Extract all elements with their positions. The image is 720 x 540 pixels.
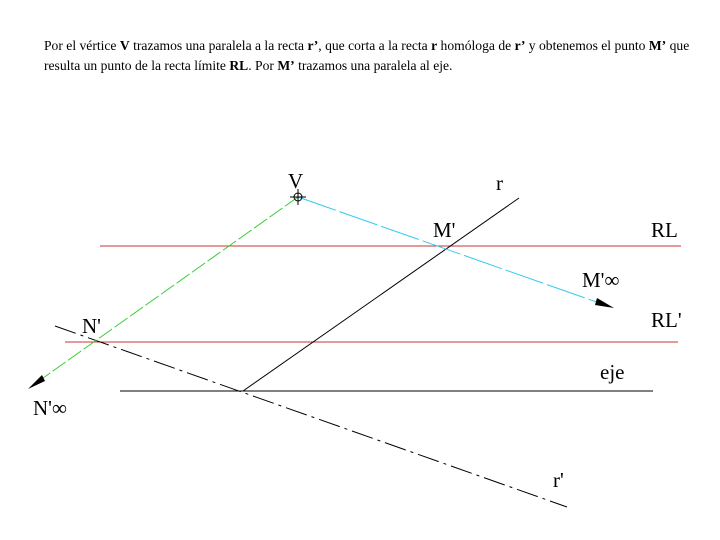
caption-bold: r’ (514, 38, 526, 53)
caption-part: Por el vértice (44, 38, 120, 53)
caption-part: que resulta un punto de la recta límite (44, 38, 690, 73)
arrow-head-N-inf (28, 375, 45, 389)
caption-bold: M’ (648, 38, 667, 53)
caption-part: homóloga de (437, 38, 515, 53)
caption-part: y obtenemos el punto (525, 38, 649, 53)
caption-bold: RL (229, 58, 249, 73)
caption-part: . Por (248, 58, 278, 73)
caption-part: , que corta a la recta (318, 38, 432, 53)
line-r-prime (55, 326, 567, 507)
line-r (243, 198, 519, 391)
caption-part: trazamos una paralela a la recta (129, 38, 308, 53)
label-M-prime-inf: M'∞ (582, 268, 620, 292)
label-eje: eje (600, 360, 625, 384)
label-V: V (288, 169, 304, 193)
caption-bold: M’ (277, 58, 295, 73)
caption-part: trazamos una paralela al eje. (294, 58, 453, 73)
caption-bold: r (431, 38, 438, 53)
label-r-prime: r' (553, 468, 564, 492)
caption-bold: r’ (307, 38, 319, 53)
arrow-head-M-inf (595, 298, 614, 308)
caption-bold: V (119, 38, 130, 53)
label-RL-prime: RL' (651, 308, 682, 332)
label-r: r (496, 171, 503, 195)
label-N-prime: N' (82, 314, 101, 338)
label-RL: RL (651, 218, 678, 242)
cyan-line (298, 197, 605, 305)
label-M-prime: M' (433, 218, 456, 242)
label-N-prime-inf: N'∞ (33, 396, 67, 420)
green-line (36, 197, 298, 383)
